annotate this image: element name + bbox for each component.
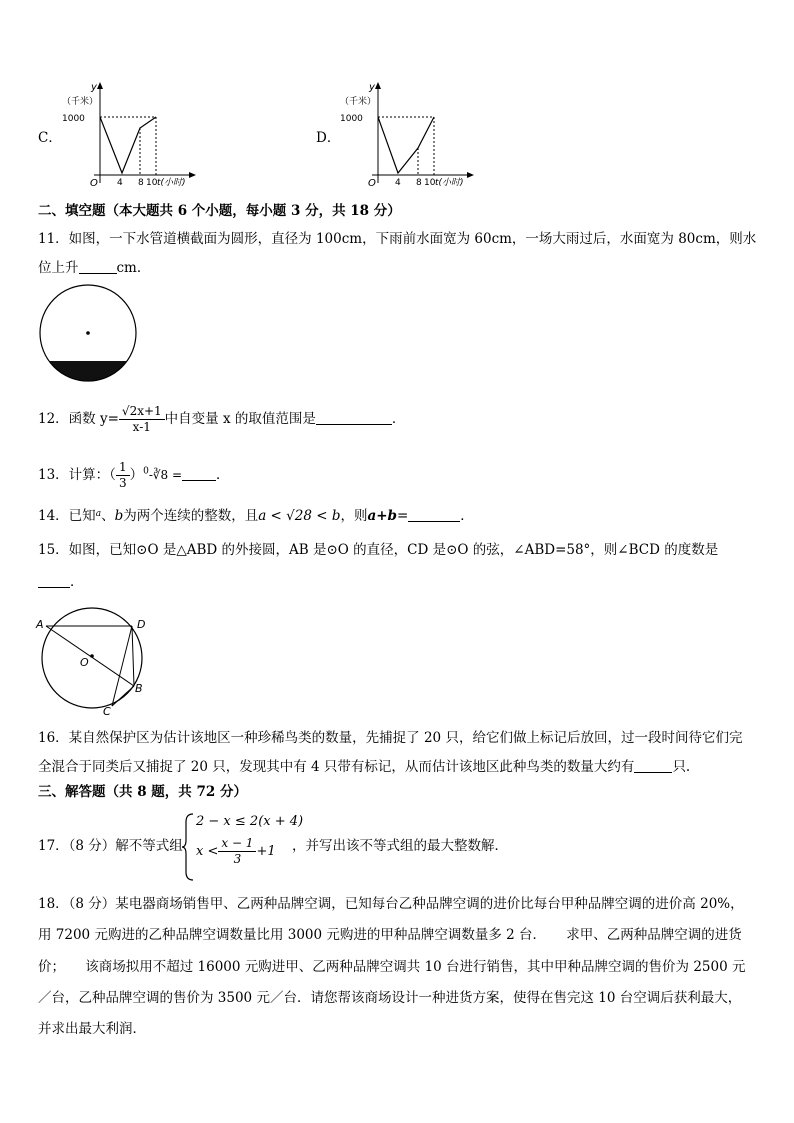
q16-line1: 16．某自然保护区为估计该地区一种珍稀鸟类的数量，先捕捉了 20 只，给它们做上标记后放回，过一段时间待它们完 [38, 730, 743, 746]
x-tick-4: 4 [395, 178, 401, 188]
x-axis-label: t(小时) [435, 178, 464, 188]
center-dot [86, 331, 90, 335]
q13-line [38, 460, 230, 491]
diameter-ab [46, 626, 134, 686]
q13-end: ． [216, 467, 230, 483]
q12-answer-blank[interactable] [316, 410, 392, 425]
label-d: D [137, 618, 146, 631]
graph-option-c [58, 78, 198, 193]
q15-line1: 15．如图，已知⊙O 是△ABD 的外接圆，AB 是⊙O 的直径，CD 是⊙O 的弦，∠ABD=58°，则∠BCD 的度数是 [38, 542, 719, 558]
origin-label: O [368, 178, 376, 189]
q13-tail: -∛8 = [148, 468, 183, 482]
q17-numerator: x − 1 [218, 836, 256, 852]
q13-denominator: 3 [118, 476, 127, 490]
q15-line2 [38, 572, 84, 592]
q13-numerator: 1 [116, 460, 130, 476]
section-2-heading: 二、填空题（本大题共 6 个小题，每小题 3 分，共 18 分） [38, 203, 401, 219]
q12-line [38, 404, 405, 435]
q14-a: a [95, 509, 102, 519]
y-axis-label: y [369, 82, 375, 93]
q16-line2 [38, 757, 690, 777]
q13-post: ） [129, 467, 144, 483]
q14-pre: 14．已知 [38, 508, 96, 524]
q18-line2: 用 7200 元购进的乙种品牌空调数量比用 3000 元购进的甲种品牌空调数量多 2 台． 求甲、乙两种品牌空调的进货 [38, 927, 742, 943]
q13-answer-blank[interactable] [182, 466, 216, 481]
q11-pipe-figure [35, 283, 145, 393]
x-tick-8: 8 [138, 178, 144, 188]
label-b: B [135, 682, 143, 695]
q17-ineq2-pre: x < [196, 844, 219, 859]
chord-db [132, 626, 134, 686]
q13-exponent: 0 [143, 466, 149, 477]
q17-brace [181, 812, 195, 882]
q18-line3: 价； 该商场拟用不超过 16000 元购进甲、乙两种品牌空调共 10 台进行销售，其中甲种品牌空调的售价为 2500 元 [38, 959, 746, 975]
graph-option-d [336, 78, 476, 193]
q12-denominator: x-1 [132, 420, 151, 434]
q14-inequality: a < √28 < b [258, 508, 341, 524]
q15-circle-figure [34, 606, 154, 716]
option-c-label: C． [38, 130, 62, 146]
q14-sum: a+b [367, 508, 397, 524]
center-o [90, 654, 94, 658]
q15-end: ． [70, 574, 84, 590]
q18-line4: ／台，乙种品牌空调的售价为 3500 元／台．请您帮该商场设计一种进货方案，使得在售完这 10 台空调后获利最大， [38, 990, 742, 1006]
q18-line5: 并求出最大利润． [38, 1021, 146, 1037]
y-unit-label: （千米） [62, 97, 99, 107]
q16-line2-pre: 全混合于同类后又捕捉了 20 只，发现其中有 4 只带有标记，从而估计该地区此种鸟类的数量大约有 [38, 759, 635, 775]
q18-line1: 18．（8 分）某电器商场销售甲、乙两种品牌空调，已知每台乙种品牌空调的进价比每台甲种品牌空调的进价高 20%， [38, 896, 744, 912]
q16-answer-blank[interactable] [634, 758, 672, 773]
q16-line2-post: 只. [672, 759, 691, 775]
y-tick-label: 1000 [62, 114, 85, 124]
q11-line2-post: cm． [116, 260, 151, 276]
water-area [35, 361, 145, 393]
q12-fraction [119, 404, 165, 435]
label-a: A [36, 618, 44, 631]
q14-line [38, 504, 474, 526]
graph-line [100, 117, 156, 173]
y-tick-label: 1000 [340, 114, 363, 124]
chord-dc [112, 626, 132, 706]
x-tick-4: 4 [117, 178, 123, 188]
q12-end: ． [391, 411, 406, 427]
x-tick-8: 8 [416, 178, 422, 188]
q17-inequality-2 [196, 836, 276, 867]
x-tick-10: 10 [424, 178, 436, 188]
q17-post: ，并写出该不等式组的最大整数解． [292, 838, 508, 854]
q14-mid2: 为两个连续的整数，且 [123, 508, 259, 524]
label-o: O [80, 656, 89, 669]
x-axis-label: t(小时) [157, 178, 186, 188]
x-tick-10: 10 [146, 178, 158, 188]
q12-numerator: √2x+1 [119, 404, 165, 420]
q14-eq: = [396, 508, 409, 524]
q12-pre: 12．函数 y= [38, 411, 119, 427]
y-unit-label: （千米） [340, 97, 377, 107]
y-axis-label: y [91, 82, 97, 93]
q11-line2 [38, 258, 150, 278]
chord-bc [112, 686, 134, 706]
label-c: C [103, 705, 111, 716]
q12-post: 中自变量 x 的取值范围是 [164, 411, 316, 427]
q14-mid: 、 [101, 508, 115, 524]
q15-answer-blank[interactable] [38, 573, 70, 588]
q14-answer-blank[interactable] [408, 507, 460, 522]
q17-pre: 17．（8 分）解不等式组 [38, 838, 183, 854]
q14-end: ． [460, 508, 474, 524]
q17-denominator: 3 [233, 852, 242, 866]
q13-pre: 13．计算：（ [38, 467, 116, 483]
q17-fraction [218, 836, 256, 867]
option-d-label: D． [316, 130, 341, 146]
q11-line1: 11．如图，一下水管道横截面为圆形，直径为 100cm，下雨前水面宽为 60cm，一场大雨过后，水面宽为 80cm，则水 [38, 231, 757, 247]
q17-ineq2-post: +1 [256, 844, 276, 859]
q13-fraction [116, 460, 130, 491]
q11-answer-blank[interactable] [79, 259, 117, 274]
graph-line [378, 117, 434, 173]
q14-post: ，则 [340, 508, 368, 524]
section-3-heading: 三、解答题（共 8 题，共 72 分） [38, 784, 247, 800]
q11-line2-pre: 位上升 [38, 260, 79, 276]
q17-inequality-1: 2 − x ≤ 2(x + 4) [196, 814, 304, 829]
origin-label: O [90, 178, 98, 189]
q14-b: b [114, 508, 124, 524]
